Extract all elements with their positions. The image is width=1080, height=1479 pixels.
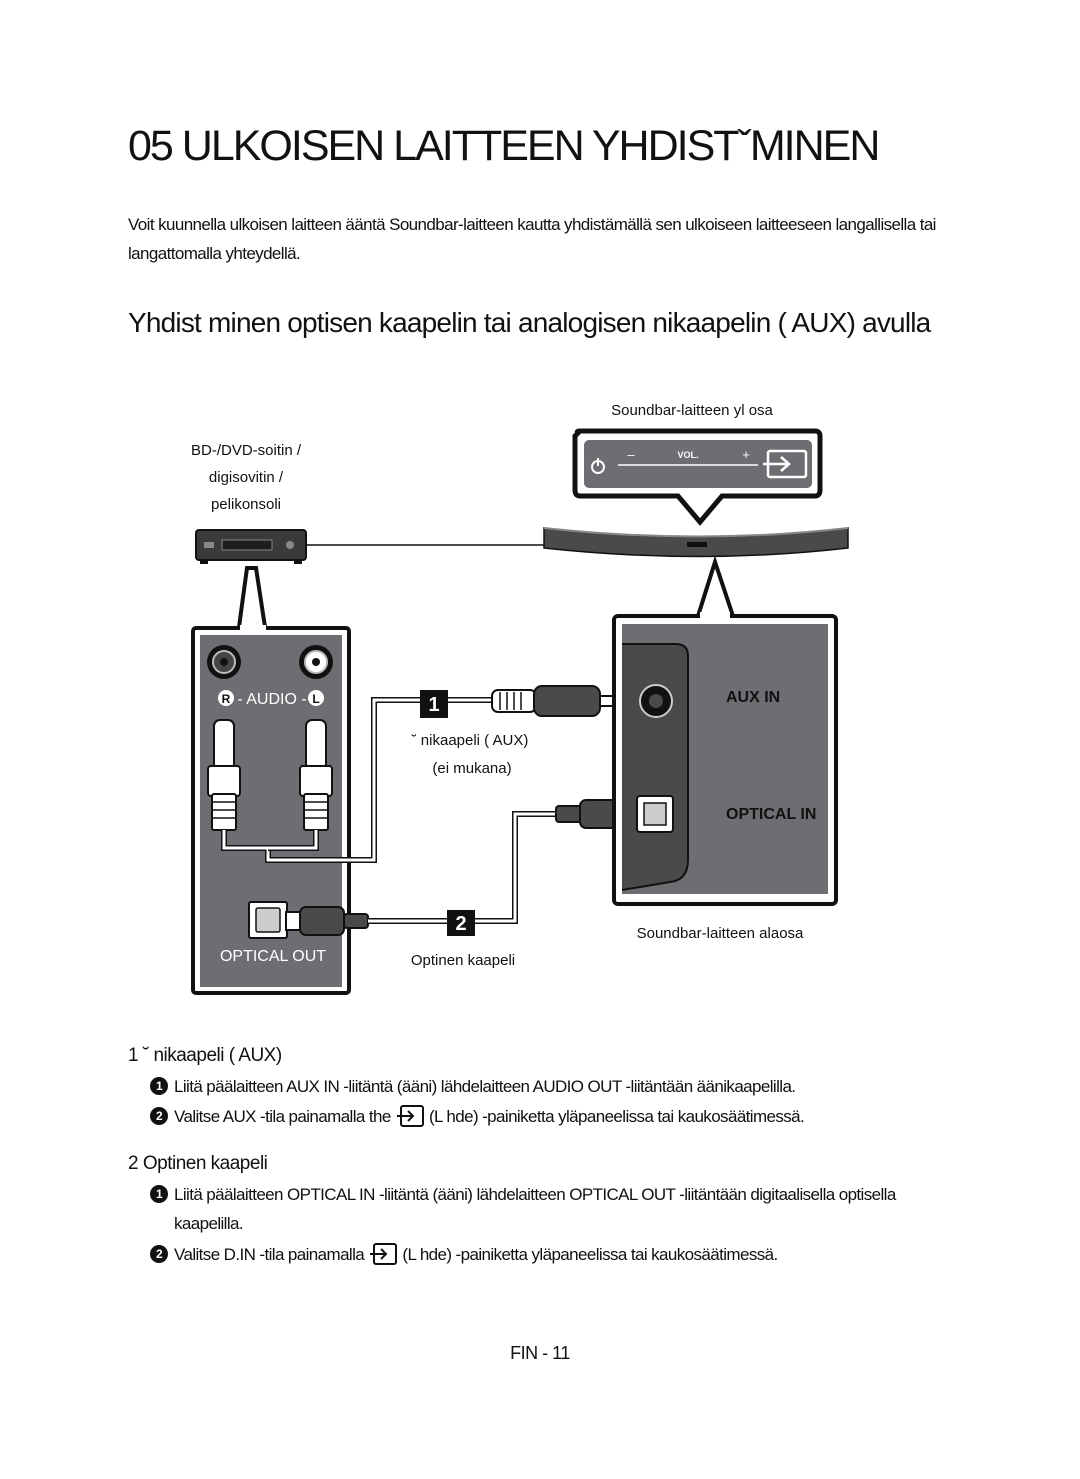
aux-cable-note: (ei mukana) bbox=[432, 760, 512, 777]
page-title: 05 ULKOISEN LAITTEEN YHDISTˇMINEN bbox=[128, 122, 879, 170]
section-1-step-2 bbox=[150, 1102, 950, 1131]
soundbar-bottom-label: Soundbar-laitteen alaosa bbox=[636, 925, 804, 942]
section-2-heading: 2 Optinen kaapeli bbox=[128, 1153, 268, 1174]
vol-label: VOL. bbox=[677, 450, 699, 460]
source-icon bbox=[395, 1104, 425, 1128]
optical-in-label: OPTICAL IN bbox=[726, 806, 817, 823]
aux-in-label: AUX IN bbox=[726, 689, 781, 706]
vol-minus-label: – bbox=[627, 447, 635, 462]
section-1-heading: 1 ˘ nikaapeli ( AUX) bbox=[128, 1045, 282, 1066]
step-number-badge: 1 bbox=[150, 1077, 168, 1095]
device-label-1: BD-/DVD-soitin / bbox=[190, 442, 302, 459]
audio-l-badge: L bbox=[312, 692, 320, 706]
vol-plus-label: + bbox=[742, 447, 750, 462]
aux-cable-label: ˘ nikaapeli ( AUX) bbox=[411, 732, 529, 749]
step-text: Liitä päälaitteen OPTICAL IN -liitäntä (ääni) lähdelaitteen OPTICAL OUT -liitäntään digitaalisella optisella kaapelilla. bbox=[174, 1185, 896, 1233]
intro-paragraph: Voit kuunnella ulkoisen laitteen ääntä Soundbar-laitteen kautta yhdistämällä sen ulkoiseen laitteeseen langallisella tai langattomalla yhteydellä. bbox=[128, 215, 936, 263]
marker-1-label: 1 bbox=[428, 694, 440, 716]
soundbar-illustration bbox=[544, 528, 848, 557]
step-text-pre: Valitse AUX -tila painamalla the bbox=[174, 1107, 391, 1126]
aux-plug bbox=[492, 686, 626, 716]
optical-plug-left bbox=[286, 907, 368, 935]
source-icon bbox=[368, 1242, 398, 1266]
section-1-step-1 bbox=[150, 1072, 950, 1101]
section-2-step-1 bbox=[150, 1180, 950, 1238]
audio-label: - AUDIO - bbox=[237, 691, 307, 708]
connection-diagram bbox=[0, 390, 1080, 1010]
optical-cable-label: Optinen kaapeli bbox=[410, 952, 516, 969]
source-device-illustration bbox=[196, 530, 306, 564]
step-number-badge: 1 bbox=[150, 1185, 168, 1203]
section-2-step-2 bbox=[150, 1240, 950, 1269]
step-text: Liitä päälaitteen AUX IN -liitäntä (ääni) lähdelaitteen AUDIO OUT -liitäntään äänikaapelilla. bbox=[174, 1077, 796, 1096]
soundbar-top-panel bbox=[575, 431, 820, 522]
device-label-3: pelikonsoli bbox=[210, 496, 282, 513]
device-label-2: digisovitin / bbox=[208, 469, 284, 486]
soundbar-back-panel bbox=[614, 562, 836, 904]
soundbar-top-label: Soundbar-laitteen yl osa bbox=[611, 402, 773, 419]
section-subheading: Yhdist minen optisen kaapelin tai analogisen nikaapelin ( AUX) avulla bbox=[128, 307, 931, 338]
step-text-post: (L hde) -painiketta yläpaneelissa tai kaukosäätimessä. bbox=[402, 1245, 778, 1264]
step-number-badge: 2 bbox=[150, 1107, 168, 1125]
step-number-badge: 2 bbox=[150, 1245, 168, 1263]
step-text-post: (L hde) -painiketta yläpaneelissa tai kaukosäätimessä. bbox=[428, 1107, 805, 1126]
page-number: FIN - 11 bbox=[510, 1343, 570, 1363]
optical-out-label: OPTICAL OUT bbox=[219, 948, 327, 965]
step-text-pre: Valitse D.IN -tila painamalla bbox=[174, 1245, 365, 1264]
audio-r-badge: R bbox=[221, 692, 231, 706]
marker-2-label: 2 bbox=[455, 913, 467, 935]
